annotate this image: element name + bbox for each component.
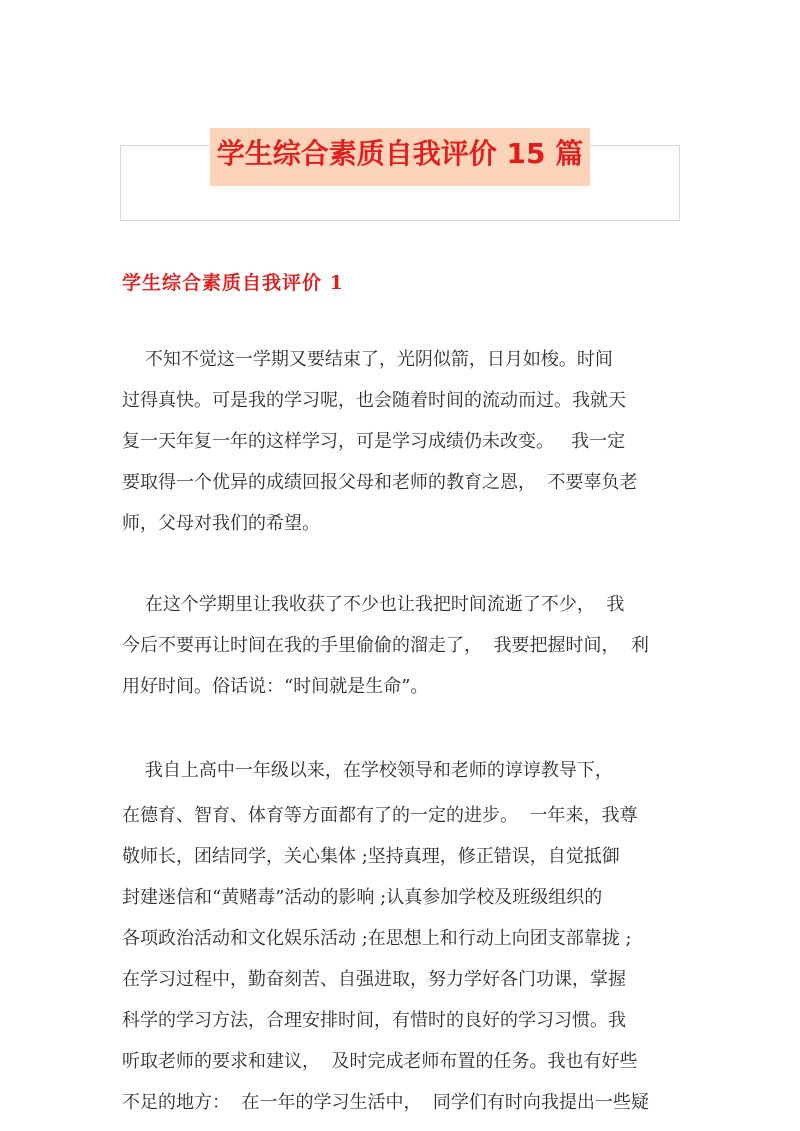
paragraph-line: 在德育、智育、体育等方面都有了的一定的进步。 一年来，我尊	[122, 805, 638, 826]
paragraph-line: 不足的地方： 在一年的学习生活中， 同学们有时向我提出一些疑	[122, 1092, 649, 1113]
document-title: 学生综合素质自我评价 15 篇	[216, 137, 584, 170]
paragraph-1	[122, 339, 682, 544]
paragraph-line: 我自上高中一年级以来，在学校领导和老师的谆谆教导下，	[122, 760, 613, 781]
paragraph-line: 在这个学期里让我收获了不少也让我把时间流逝了不少， 我	[122, 594, 625, 615]
paragraph-line: 复一天年复一年的这样学习，可是学习成绩仍未改变。 我一定	[122, 431, 626, 452]
paragraph-line: 用好时间。俗话说：“时间就是生命”。	[122, 676, 429, 697]
paragraph-line: 师，父母对我们的希望。	[122, 513, 320, 534]
section-heading: 学生综合素质自我评价 1	[122, 272, 344, 294]
paragraph-3	[122, 747, 682, 1123]
paragraph-line: 各项政治活动和文化娱乐活动 ;在思想上和行动上向团支部靠拢 ;	[122, 928, 632, 949]
paragraph-line: 封建迷信和“黄赌毒”活动的影响 ;认真参加学校及班级组织的	[122, 887, 603, 908]
paragraph-2	[122, 584, 682, 707]
paragraph-line: 科学的学习方法，合理安排时间，有惜时的良好的学习习惯。我	[122, 1010, 626, 1031]
paragraph-line: 听取老师的要求和建议， 及时完成老师布置的任务。我也有好些	[122, 1051, 638, 1072]
paragraph-line: 在学习过程中，勤奋刻苦、自强进取，努力学好各门功课，掌握	[122, 969, 626, 990]
paragraph-line: 要取得一个优异的成绩回报父母和老师的教育之恩， 不要辜负老	[122, 472, 638, 493]
paragraph-line: 今后不要再让时间在我的手里偷偷的溜走了， 我要把握时间， 利	[122, 635, 649, 656]
paragraph-line: 不知不觉这一学期又要结束了，光阴似箭，日月如梭。时间	[122, 349, 613, 370]
paragraph-line: 过得真快。可是我的学习呢，也会随着时间的流动而过。我就天	[122, 390, 626, 411]
paragraph-line: 敬师长，团结同学，关心集体 ;坚持真理，修正错误，自觉抵御	[122, 846, 620, 867]
